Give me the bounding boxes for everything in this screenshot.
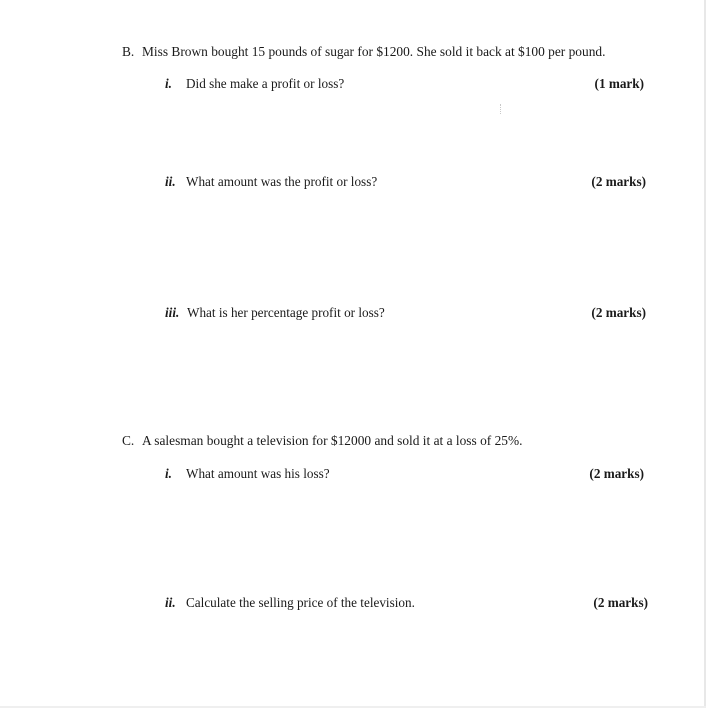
faint-mark (500, 104, 503, 114)
part-numeral: iii. (165, 305, 180, 320)
part-text: What is her percentage profit or loss? (187, 305, 385, 320)
part-marks: (1 mark) (594, 76, 644, 91)
part-numeral: i. (165, 76, 172, 91)
part-marks: (2 marks) (591, 174, 646, 189)
part-numeral: ii. (165, 174, 176, 189)
part-text: Calculate the selling price of the television. (186, 595, 415, 610)
question-b-heading (122, 44, 605, 60)
part-text: What amount was the profit or loss? (186, 174, 378, 189)
part-marks: (2 marks) (589, 466, 644, 481)
question-b-letter: B. (122, 44, 135, 59)
part-marks: (2 marks) (591, 305, 646, 320)
question-c-letter: C. (122, 433, 135, 448)
part-numeral: ii. (165, 595, 176, 610)
part-text: Did she make a profit or loss? (186, 76, 345, 91)
question-b-text: Miss Brown bought 15 pounds of sugar for $1200. She sold it back at $100 per pound. (142, 44, 606, 59)
part-numeral: i. (165, 466, 172, 481)
part-text: What amount was his loss? (186, 466, 330, 481)
part-marks: (2 marks) (593, 595, 648, 610)
question-c-heading (122, 433, 522, 449)
question-c-text: A salesman bought a television for $12000 and sold it at a loss of 25%. (142, 433, 523, 448)
